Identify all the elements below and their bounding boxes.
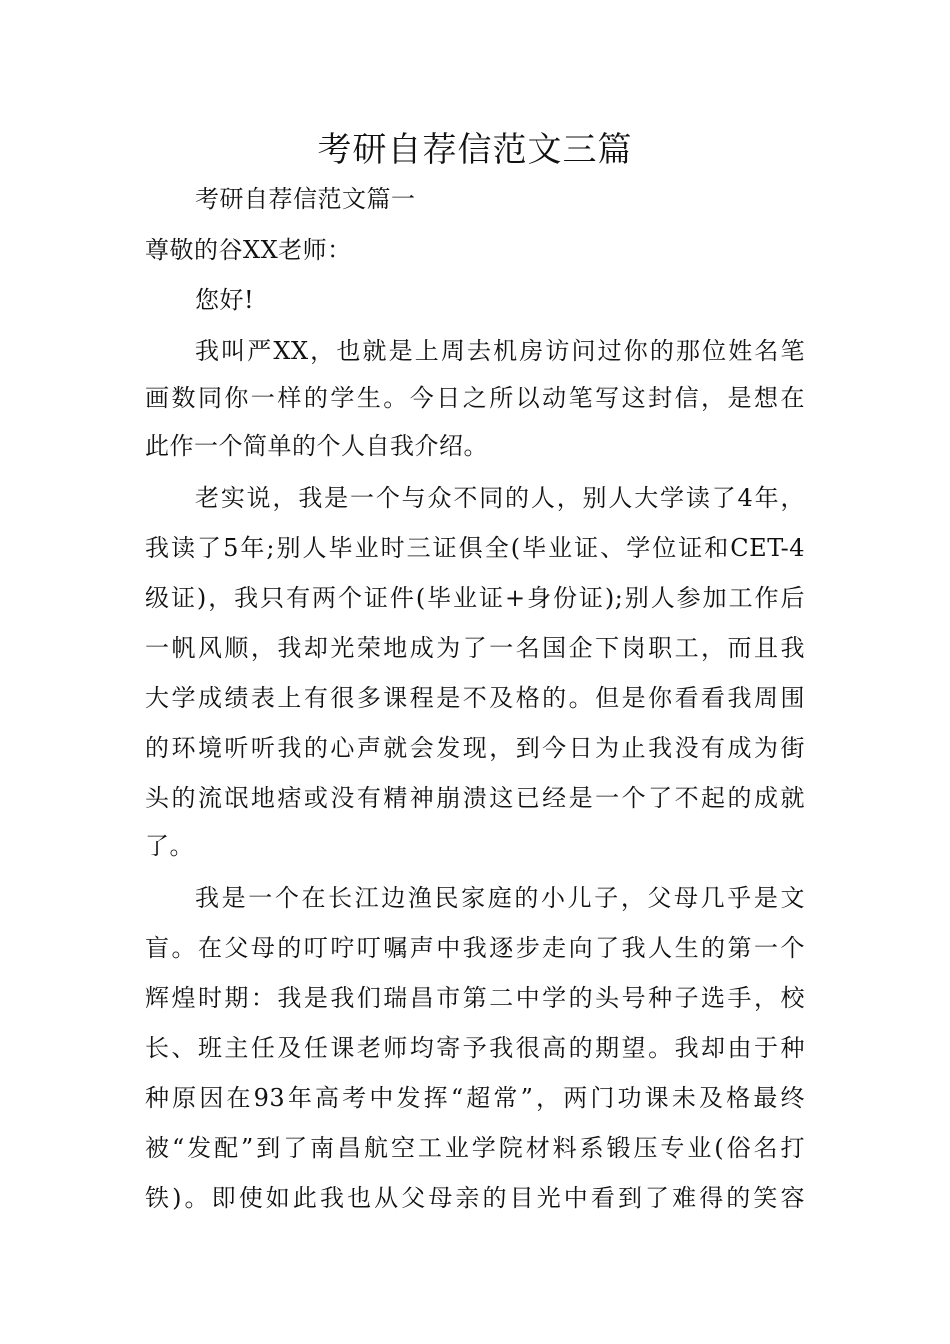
paragraph-line: 种原因在93年高考中发挥“超常”，两门功课未及格最终 (145, 1084, 805, 1112)
paragraph-line: 盲。在父母的叮咛叮嘱声中我逐步走向了我人生的第一个 (145, 934, 805, 962)
paragraph-line: 画数同你一样的学生。今日之所以动笔写这封信，是想在 (145, 384, 805, 412)
paragraph-line: 大学成绩表上有很多课程是不及格的。但是你看看我周围 (145, 684, 805, 712)
paragraph-line: 我是一个在长江边渔民家庭的小儿子，父母几乎是文 (195, 884, 805, 912)
greeting: 您好! (195, 286, 255, 314)
paragraph-line: 此作一个简单的个人自我介绍。 (145, 432, 488, 460)
document-title: 考研自荐信范文三篇 (317, 130, 633, 170)
paragraph-line: 被“发配”到了南昌航空工业学院材料系锻压专业(俗名打 (145, 1134, 805, 1162)
paragraph-line: 级证)，我只有两个证件(毕业证+身份证);别人参加工作后 (145, 584, 805, 612)
paragraph-line: 老实说，我是一个与众不同的人，别人大学读了4年， (195, 484, 805, 512)
salutation: 尊敬的谷XX老师： (145, 236, 352, 264)
paragraph-line: 我叫严XX，也就是上周去机房访问过你的那位姓名笔 (195, 337, 805, 365)
paragraph-line: 铁)。即使如此我也从父母亲的目光中看到了难得的笑容 (145, 1184, 805, 1212)
paragraph-line: 了。 (145, 832, 194, 860)
paragraph-line: 头的流氓地痞或没有精神崩溃这已经是一个了不起的成就 (145, 784, 805, 812)
paragraph-line: 长、班主任及任课老师均寄予我很高的期望。我却由于种 (145, 1034, 805, 1062)
paragraph-line: 的环境听听我的心声就会发现，到今日为止我没有成为街 (145, 734, 805, 762)
paragraph-line: 我读了5年;别人毕业时三证俱全(毕业证、学位证和CET-4 (145, 534, 805, 562)
paragraph-line: 一帆风顺，我却光荣地成为了一名国企下岗职工，而且我 (145, 634, 805, 662)
paragraph-line: 辉煌时期：我是我们瑞昌市第二中学的头号种子选手，校 (145, 984, 805, 1012)
section-heading: 考研自荐信范文篇一 (195, 185, 416, 213)
